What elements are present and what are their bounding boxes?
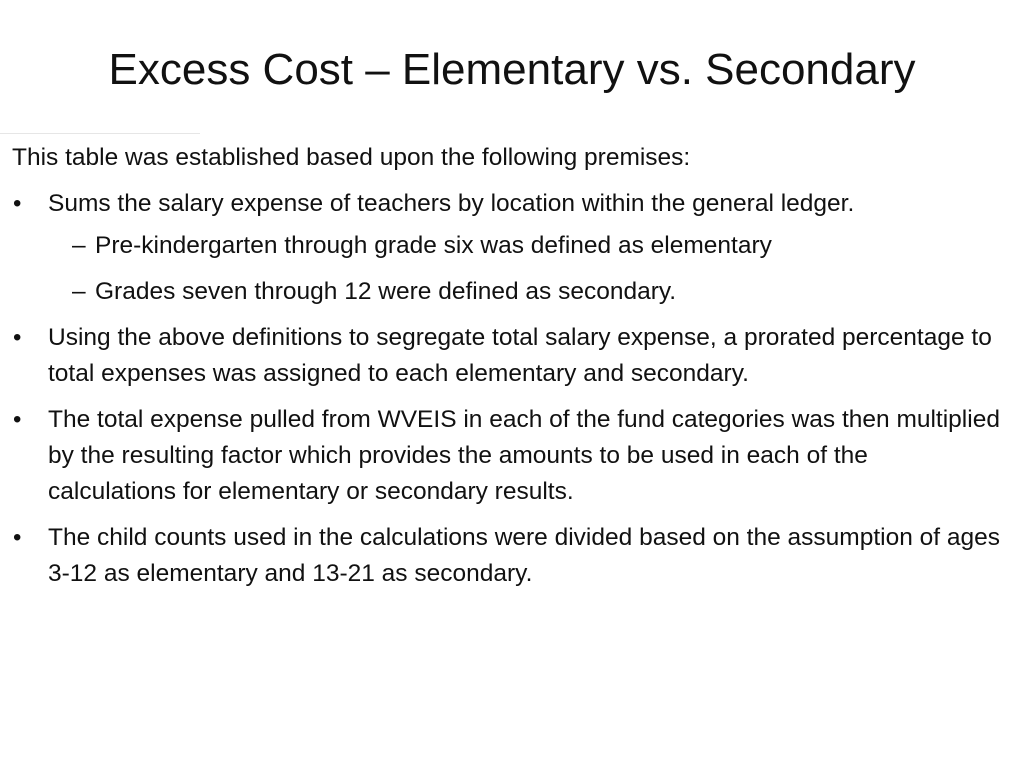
slide-body [12,140,1002,602]
intro-text: This table was established based upon the following premises: [12,144,691,171]
bullet-item [12,402,1002,510]
divider [0,133,200,134]
slide-title: Excess Cost – Elementary vs. Secondary [108,45,916,94]
sub-bullet-item [48,228,1002,264]
dash-icon: – [72,232,86,259]
sub-bullet-text: Grades seven through 12 were defined as secondary. [95,278,677,305]
dash-icon: – [72,278,86,305]
bullet-icon: • [13,190,22,217]
bullet-item [12,320,1002,392]
bullet-text: Using the above definitions to segregate total salary expense, a prorated percentage to total expenses was assigned to each elementary and secondary. [48,324,992,387]
sub-bullet-list [48,228,1002,310]
bullet-item [12,186,1002,310]
bullet-list [12,186,1002,592]
bullet-item [12,520,1002,592]
bullet-icon: • [13,406,22,433]
bullet-icon: • [13,524,22,551]
sub-bullet-item [48,274,1002,310]
sub-bullet-text: Pre-kindergarten through grade six was defined as elementary [95,232,772,259]
bullet-text: The total expense pulled from WVEIS in each of the fund categories was then multiplied by the resulting factor which provides the amounts to be used in each of the calculations for elementary or secondary results. [48,406,1000,505]
bullet-text: Sums the salary expense of teachers by location within the general ledger. [48,190,855,217]
bullet-text: The child counts used in the calculations were divided based on the assumption of ages 3-12 as elementary and 13-21 as secondary. [48,524,1001,587]
bullet-icon: • [13,324,22,351]
